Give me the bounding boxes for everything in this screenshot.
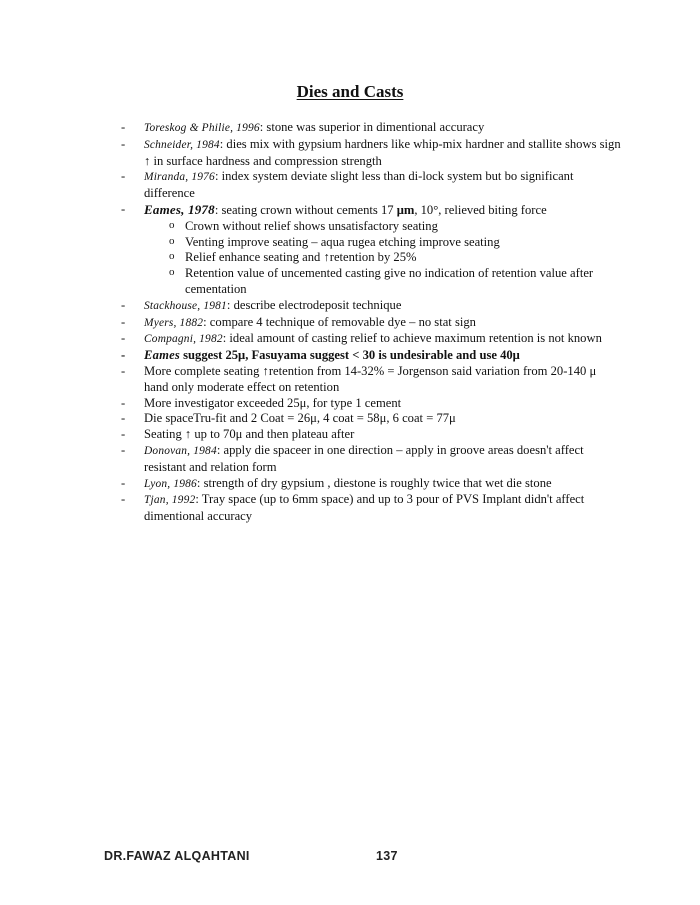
sub-list-item: o Venting improve seating – aqua rugea etching improve seating (144, 235, 621, 251)
item-text: , 10°, relieved biting force (414, 202, 547, 217)
list-item (121, 348, 621, 364)
item-text: : Tray space (up to 6mm space) and up to 3 pour of PVS Implant didn't affect dimentional accuracy (144, 492, 585, 524)
list-item (121, 169, 621, 202)
citation-author: Schneider, 1984 (144, 138, 220, 151)
citation-author: Donovan, 1984 (144, 444, 217, 457)
citation-author: Eames (144, 348, 180, 363)
list-item (121, 137, 621, 170)
item-text: suggest 25μ, Fasuyama suggest < 30 is undesirable and use 40μ (179, 348, 520, 363)
list-item (121, 411, 621, 427)
list-item (121, 364, 621, 396)
footer-author: DR.FAWAZ ALQAHTANI (104, 849, 250, 863)
list-item (121, 476, 621, 493)
item-text: : strength of dry gypsium , diestone is roughly twice that wet die stone (196, 475, 552, 490)
list-item (121, 202, 621, 298)
item-text: : apply die spaceer in one direction – apply in groove areas doesn't affect resistant and relation form (144, 442, 584, 474)
item-text: More investigator exceeded 25μ, for type 1 cement (144, 395, 402, 410)
citation-author: Compagni, 1982 (144, 333, 223, 346)
item-text: More complete seating ↑retention from 14-32% = Jorgenson said variation from 20-140 μ hand only moderate effect on retention (144, 363, 597, 394)
page-number: 137 (376, 849, 398, 863)
citation-author: Tjan, 1992 (144, 494, 196, 507)
citation-author: Miranda, 1976 (144, 171, 215, 184)
item-text: Die spaceTru-fit and 2 Coat = 26μ, 4 coat = 58μ, 6 coat = 77μ (144, 411, 456, 426)
citation-author: Stackhouse, 1981 (144, 299, 227, 312)
list-item (121, 331, 621, 348)
item-text: : seating crown without cements 17 (214, 202, 397, 217)
citation-author: Eames, 1978 (144, 201, 215, 217)
item-text: : dies mix with gypsium hardners like whip-mix hardner and stallite shows sign ↑ in surface hardness and compression strength (144, 136, 621, 168)
item-text: : compare 4 technique of removable dye – no stat sign (203, 314, 476, 329)
list-item (121, 298, 621, 315)
page-footer (104, 849, 524, 863)
item-text: : ideal amount of casting relief to achieve maximum retention is not known (222, 331, 602, 346)
list-item (121, 443, 621, 476)
citation-author: Toreskog & Philie, 1996 (144, 122, 260, 134)
list-item (121, 427, 621, 443)
citation-author: Lyon, 1986 (144, 477, 197, 490)
sub-list-item: o Retention value of uncemented casting give no indication of retention value after cementation (144, 266, 621, 298)
list-item (121, 492, 621, 525)
page-title: Dies and Casts (296, 82, 404, 101)
citation-author: Myers, 1882 (144, 316, 204, 329)
item-text: Seating ↑ up to 70μ and then plateau after (144, 427, 355, 442)
notes-list (121, 120, 621, 525)
item-text: : describe electrodeposit technique (226, 297, 402, 312)
item-text: : stone was superior in dimentional accuracy (259, 120, 485, 134)
list-item (121, 315, 621, 332)
sub-list (144, 219, 621, 298)
sub-list-item: o Crown without relief shows unsatisfactory seating (144, 219, 621, 235)
item-text: : index system deviate slight less than di-lock system but bo significant difference (144, 169, 574, 201)
list-item (121, 120, 621, 137)
list-item (121, 396, 621, 412)
unit-text: μm (396, 202, 415, 217)
sub-list-item: o Relief enhance seating and ↑retention by 25% (144, 250, 621, 266)
